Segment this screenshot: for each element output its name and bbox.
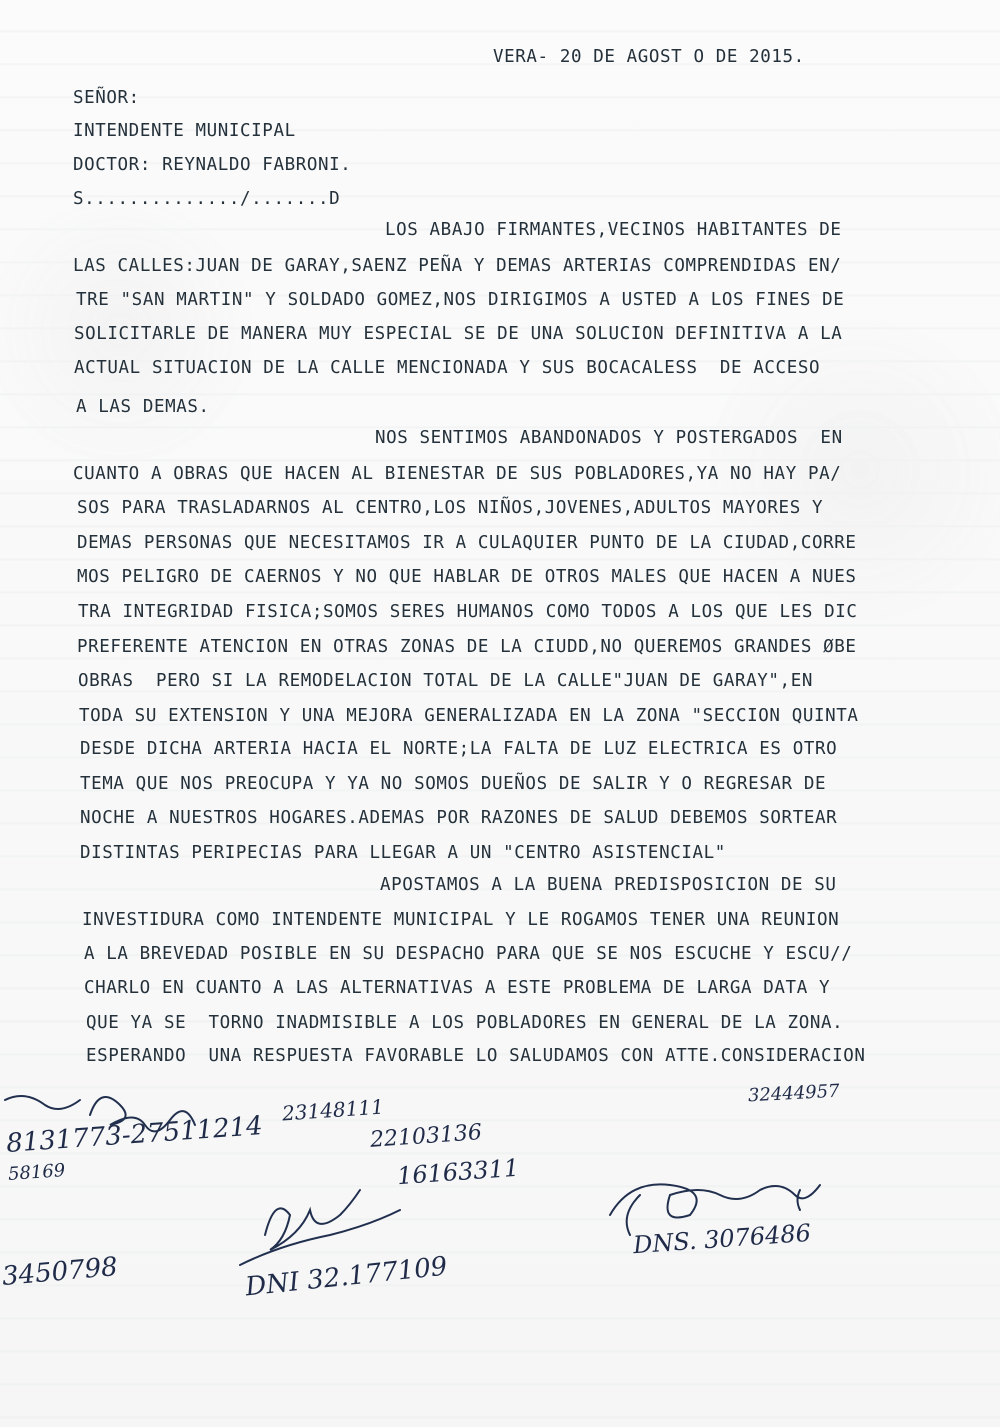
sig-number: 16163311	[396, 1153, 520, 1191]
body-line: LOS ABAJO FIRMANTES,VECINOS HABITANTES DE	[385, 220, 842, 240]
body-line: OBRAS PERO SI LA REMODELACION TOTAL DE LA CALLE"JUAN DE GARAY",EN	[78, 671, 813, 691]
body-line: NOCHE A NUESTROS HOGARES.ADEMAS POR RAZONES DE SALUD DEBEMOS SORTEAR	[80, 808, 838, 828]
body-line: ESPERANDO UNA RESPUESTA FAVORABLE LO SALUDAMOS CON ATTE.CONSIDERACION	[86, 1046, 866, 1066]
body-line: QUE YA SE TORNO INADMISIBLE A LOS POBLADORES EN GENERAL DE LA ZONA.	[86, 1013, 844, 1033]
recipient-salutation: SEÑOR:	[73, 88, 140, 108]
body-line: DEMAS PERSONAS QUE NECESITAMOS IR A CULAQUIER PUNTO DE LA CIUDAD,CORRE	[77, 533, 857, 553]
body-line: SOS PARA TRASLADARNOS AL CENTRO,LOS NIÑOS,JOVENES,ADULTOS MAYORES Y	[77, 498, 824, 518]
letter-date: VERA- 20 DE AGOST O DE 2015.	[493, 47, 805, 67]
recipient-name: DOCTOR: REYNALDO FABRONI.	[73, 155, 352, 175]
body-line: TRA INTEGRIDAD FISICA;SOMOS SERES HUMANOS COMO TODOS A LOS QUE LES DIC	[78, 602, 858, 622]
body-line: TRE "SAN MARTIN" Y SOLDADO GOMEZ,NOS DIRIGIMOS A USTED A LOS FINES DE	[76, 290, 845, 310]
sig-number: 32444957	[747, 1080, 841, 1107]
body-line: PREFERENTE ATENCION EN OTRAS ZONAS DE LA CIUDD,NO QUEREMOS GRANDES ØBE	[77, 637, 857, 657]
sig-number: 8131773-27511214	[5, 1111, 264, 1159]
body-line: DISTINTAS PERIPECIAS PARA LLEGAR A UN "CENTRO ASISTENCIAL"	[80, 843, 726, 863]
body-line: LAS CALLES:JUAN DE GARAY,SAENZ PEÑA Y DEMAS ARTERIAS COMPRENDIDAS EN/	[73, 256, 842, 276]
body-line: DESDE DICHA ARTERIA HACIA EL NORTE;LA FALTA DE LUZ ELECTRICA ES OTRO	[80, 739, 838, 759]
body-line: NOS SENTIMOS ABANDONADOS Y POSTERGADOS EN	[375, 428, 843, 448]
body-line: TEMA QUE NOS PREOCUPA Y YA NO SOMOS DUEÑOS DE SALIR Y O REGRESAR DE	[80, 774, 827, 794]
body-line: TODA SU EXTENSION Y UNA MEJORA GENERALIZADA EN LA ZONA "SECCION QUINTA	[79, 706, 859, 726]
sig-number: 23148111	[281, 1094, 385, 1126]
sig-number: 58169	[7, 1160, 66, 1185]
body-line: INVESTIDURA COMO INTENDENTE MUNICIPAL Y LE ROGAMOS TENER UNA REUNION	[82, 910, 840, 930]
sig-number: DNS. 3076486	[632, 1218, 812, 1260]
body-line: APOSTAMOS A LA BUENA PREDISPOSICION DE SU	[380, 875, 837, 895]
body-line: MOS PELIGRO DE CAERNOS Y NO QUE HABLAR DE OTROS MALES QUE HACEN A NUES	[77, 567, 857, 587]
body-line: CUANTO A OBRAS QUE HACEN AL BIENESTAR DE SUS POBLADORES,YA NO HAY PA/	[73, 464, 842, 484]
body-line: A LAS DEMAS.	[76, 397, 210, 417]
sig-number: 3450798	[0, 1252, 119, 1292]
sig-number: DNI 32.177109	[243, 1251, 449, 1303]
body-line: SOLICITARLE DE MANERA MUY ESPECIAL SE DE UNA SOLUCION DEFINITIVA A LA	[74, 324, 843, 344]
sig-number: 22103136	[369, 1120, 483, 1153]
body-line: ACTUAL SITUACION DE LA CALLE MENCIONADA Y SUS BOCACALESS DE ACCESO	[74, 358, 821, 378]
body-line: A LA BREVEDAD POSIBLE EN SU DESPACHO PARA QUE SE NOS ESCUCHE Y ESCU//	[84, 944, 853, 964]
body-line: CHARLO EN CUANTO A LAS ALTERNATIVAS A ESTE PROBLEMA DE LARGA DATA Y	[84, 978, 831, 998]
recipient-title: INTENDENTE MUNICIPAL	[73, 121, 296, 141]
recipient-sd: S............../.......D	[73, 189, 341, 209]
